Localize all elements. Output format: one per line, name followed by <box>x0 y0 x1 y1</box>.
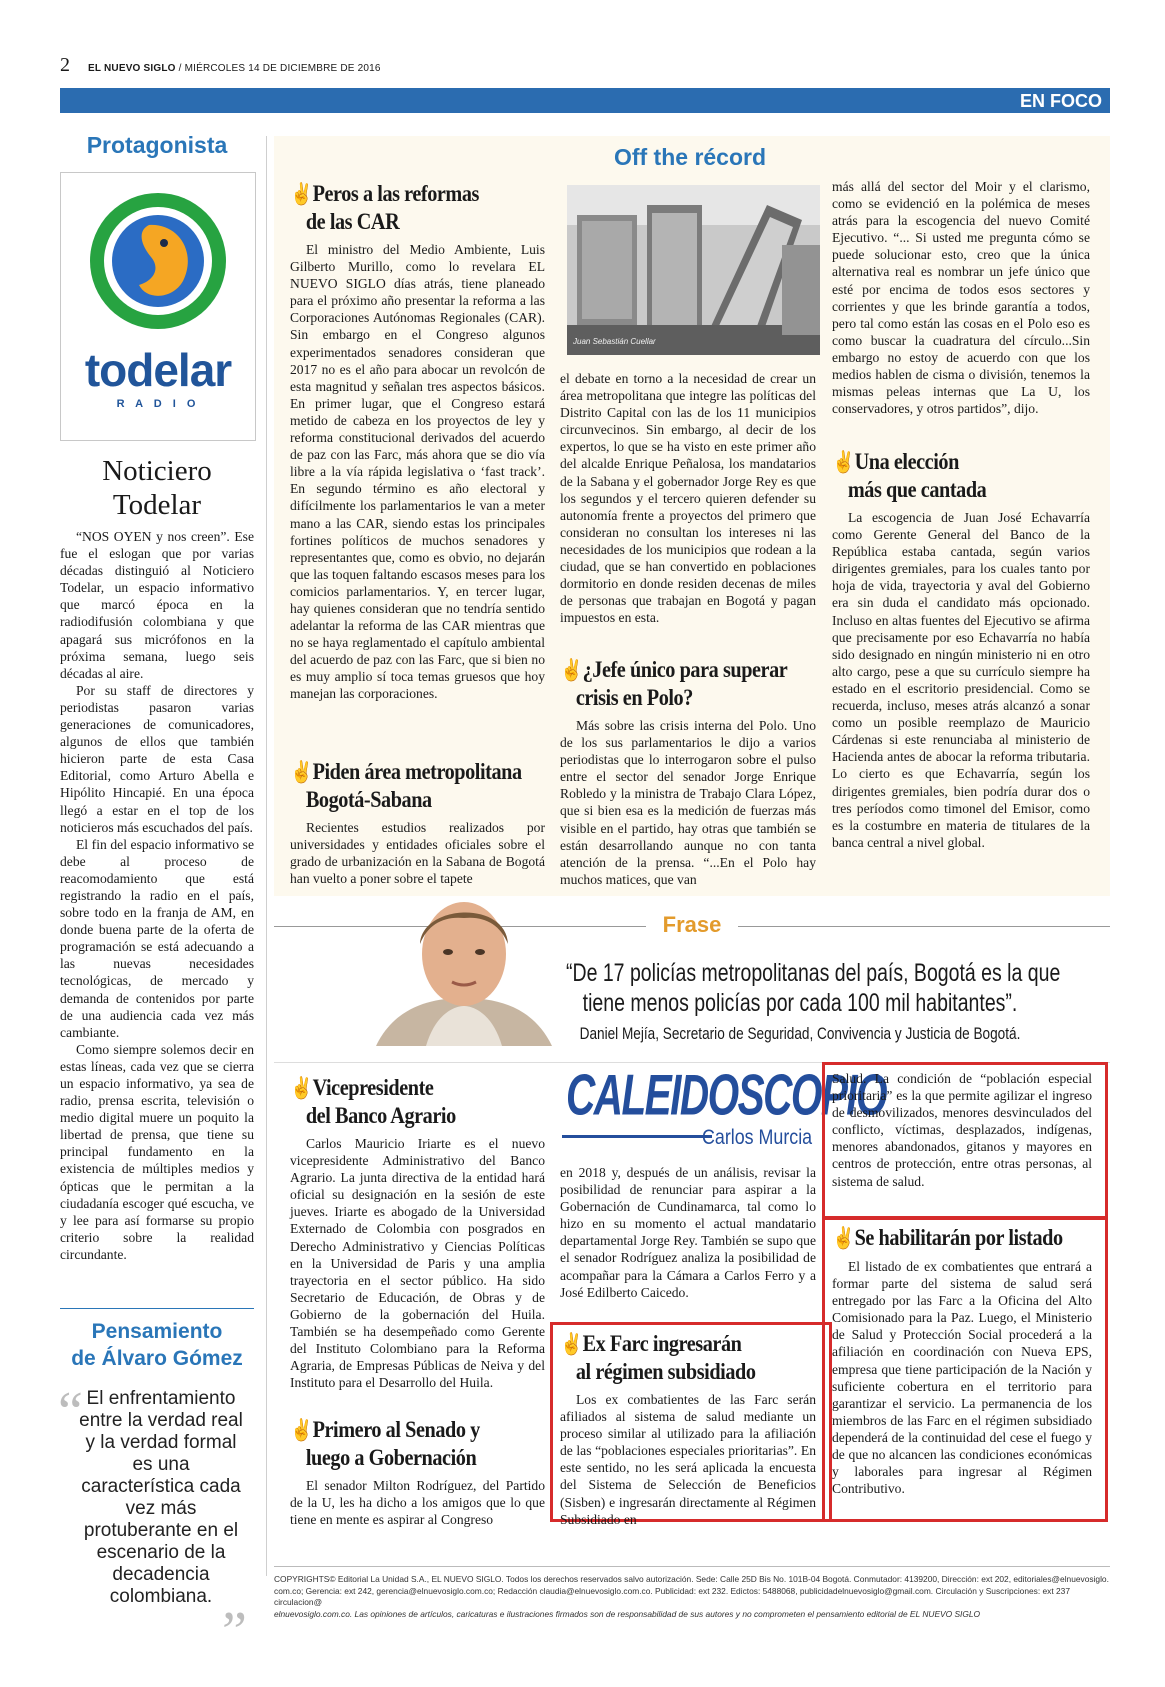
article-body: en 2018 y, después de un análisis, revisar la posibilidad de renunciar para aspirar a la Gobernación de Cundinamarca, tal como lo hizo en su momento el actual mandatario departamental Jorge Rey. También se supo que el senador Rodríguez analiza la posibilidad de acompañar para la Cámara a Carlos Ferro y a José Edilberto Caicedo. <box>560 1165 816 1300</box>
victory-hand-icon: ✌ <box>560 658 583 682</box>
open-quote-icon: “ <box>58 1381 83 1443</box>
article-senado <box>290 1412 545 1528</box>
page-header <box>60 54 1110 78</box>
headline: ✌¿Jefe único para superar crisis en Polo? <box>560 657 788 710</box>
paragraph: El fin del espacio informativo se debe al proceso de reacomodamiento que está registrando la radio en el país, sobre todo en la franja de AM, en donde buena parte de la oferta de programación se está adecuando a las nuevas necesidades tecnológicas, de mercado y demanda de contenidos por parte de una audiencia cada vez más cambiante. <box>60 836 254 1040</box>
paragraph: “NOS OYEN y nos creen”. Ese fue el eslogan que por varias décadas distinguió al Noticiero Todelar, un espacio informativo que marcó época en la radiodifusión colombiana y que apagará sus micrófonos en la próxima semana, luego seis décadas al aire. <box>60 529 254 681</box>
protagonista-title: Noticiero Todelar <box>102 455 212 521</box>
logo-wordmark: todelar <box>84 344 232 396</box>
article-body: el debate en torno a la necesidad de crear un área metropolitana que integre las políticas del Distrito Capital con las de los 11 municipios circunvecinos. Sin embargo, al decir de los expertos, lo que se ha visto en este primer año del alcalde Enrique Peñalosa, los mandatarios de la Sabana y el gobernador Jorge Rey es que los segundos y el tercero quieren defender su autonomía frente a proyectos del primero que consideran no consultan los intereses ni las necesidades de los municipios que rodean a la ciudad, que se han convertido en poblaciones dormitorio en donde residen decenas de miles de personas que trabajan en Bogotá y pagan impuestos en esta. <box>560 371 816 626</box>
article-body: Carlos Mauricio Iriarte es el nuevo vicepresidente Administrativo del Banco Agrario. La junta directiva de la entidad hará oficial su designación en la sesión de este jueves. Iriarte es abogado de la Universidad Externado de Colombia con posgrados en Derecho Administrativo y Ciencias Políticas en la Universidad de Paris y una amplia trayectoria en el sector público. Ha sido Secretario de Educación, de Obras y de Gobierno de la gobernación del Huila. También se ha desempeñado como Gerente del Instituto Colombiano para la Reforma Agraria, de Empresas Públicas de Neiva y del Instituto para el Desarrollo del Huila. <box>290 1136 545 1391</box>
frase-rule-right <box>738 926 1110 927</box>
article-body: Los ex combatientes de las Farc serán afiliados al sistema de salud mediante un proceso similar al utilizado para la afiliación de las “poblaciones especiales prioritarias”. En este sentido, no les será aplicada la encuesta del Sistema de Selección de Beneficios (Sisben) e ingresarán directamente al Régimen Subsidiado en <box>560 1392 816 1527</box>
victory-hand-icon: ✌ <box>560 1332 583 1356</box>
victory-hand-icon: ✌ <box>290 182 313 206</box>
victory-hand-icon: ✌ <box>832 450 855 474</box>
article-jefe-cont <box>832 178 1090 417</box>
section-bar <box>60 88 1110 113</box>
victory-hand-icon: ✌ <box>832 1226 855 1250</box>
off-record-label: Off the récord <box>613 144 767 170</box>
article-body: El ministro del Medio Ambiente, Luis Gilberto Murillo, como lo revelara EL NUEVO SIGLO días atrás, tiene planeado para el próximo año presentar la reforma a las Corporaciones Autónomas Regionales (CAR). Sin embargo en el Congreso algunos experimentados senadores consideran que 2017 no es el año para abocar un revolcón de esta magnitud y señalan tres aspectos básicos. En primer lugar, que el Congreso estará metido de cabeza en los proyectos de ley y reforma constitucional derivados del acuerdo de paz con las Farc, más ahora que se dio vía libre a la vía rápida legislativa o ‘fast track’. En segundo término es año electoral y difícilmente los parlamentarios le van a meter mano a las CAR, siendo estas los principales fortines políticos de muchos senadores y representantes que, como es obvio, no dejarán que las toquen faltando escasos meses para los comicios parlamentarios. Y, en tercer lugar, hay quienes consideran que no tendría sentido adelantar la reforma de las CAR mientras que no se haya reglamentado el capítulo ambiental del acuerdo de paz con las Farc, que si bien no es muy amplio sí toca temas gruesos que hoy manejan las corporaciones. <box>290 242 545 702</box>
article-listado <box>832 1220 1092 1497</box>
section-title: EN FOCO <box>1019 91 1102 111</box>
victory-hand-icon: ✌ <box>290 1418 313 1442</box>
article-vice <box>290 1070 545 1391</box>
logo-subtext: R A D I O <box>116 398 200 410</box>
article-peros <box>290 176 545 703</box>
article-body: La escogencia de Juan José Echavarría como Gerente General del Banco de la República estaba cantada, según varios dirigentes gremiales, para los cuales tanto por hoja de vida, trayectoria y aval del Gobierno era sin duda el candidato más opcionado. Incluso en altas fuentes del Ejecutivo se afirma que precisamente por eso Echavarría no había sido designado en ningún ministerio ni en otro alto cargo, pese a que su currículo siempre ha estado en el escritorio presidencial. Como se recuerda, incluso, meses atrás alcanzó a sonar como un posible reemplazo de Mauricio Cárdenas si este renunciaba al ministerio de Hacienda antes de abocar la reforma tributaria. Lo cierto es que Echavarría, según los dirigentes gremiales, bien podría durar dos o tres períodos como timonel del Emisor, como es la costumbre en materia de titulares de la banca central a nivel global. <box>832 510 1090 850</box>
todelar-logo <box>60 172 256 441</box>
article-eleccion <box>832 444 1090 851</box>
headline: ✌Piden área metropolitana Bogotá-Sabana <box>290 759 522 812</box>
city-photo <box>567 185 820 355</box>
article-body: El senador Milton Rodríguez, del Partido de la U, les ha dicho a los amigos que lo que tiene en mente es aspirar al Congreso <box>290 1478 545 1528</box>
paragraph: Como siempre solemos decir en estas líneas, cada vez que se cierra un espacio informativo, ya sea de radio, prensa escrita, televisión o medio digital muere un poquito la libertad de prensa, que tiene su principal fundamento en la existencia de múltiples medios y ópticas que le permitan a la ciudadanía escoger qué escucha, ve y lee para así formarse su propio criterio sobre la realidad circundante. <box>60 1041 254 1262</box>
article-body: Recientes estudios realizados por universidades y entidades oficiales sobre el grado de urbanización en la Sabana de Bogotá han vuelto a poner sobre el tapete <box>290 820 545 887</box>
headline: ✌Una elección más que cantada <box>832 449 987 502</box>
issue-date: / MIÉRCOLES 14 DE DICIEMBRE DE 2016 <box>175 63 381 74</box>
caleidoscopio-rule <box>562 1135 712 1138</box>
divider <box>274 1566 1110 1567</box>
protagonista-label: Protagonista <box>86 132 228 158</box>
bogota-buildings-image <box>567 185 820 355</box>
copyright-footer: COPYRIGHTS© Editorial La Unidad S.A., EL NUEVO SIGLO. Todos los derechos reservados salvo autorización. Sede: Calle 25D Bis No. 101B-04 Bogotá. Conmutador: 4139200, Dirección: ext 202, editoriales@elnuevosiglo. com.co; Gerencia: ext 242, gerencia@elnuevosiglo.com.co; Redacción claudia@elnuevosiglo.com.co. Publicidad: ext 232. Edictos: 5488068, publicidadelnuevosiglo@gmail.com. Circulación y Suscripciones: ext 237 circulacion@ elnuevosiglo.com.co. Las opiniones de artículos, caricaturas e ilustraciones firmados son de responsabilidad de sus autores y no comprometen el pensamiento editorial de EL NUEVO SIGLO <box>274 1574 1109 1619</box>
divider <box>60 1308 254 1309</box>
paper-name: EL NUEVO SIGLO <box>88 63 176 74</box>
article-exfarc <box>560 1326 816 1528</box>
close-quote-icon: ” <box>222 1601 247 1663</box>
article-body: Más sobre las crisis interna del Polo. Uno de los sus parlamentarios le dijo a varios periodistas que lo interrogaron sobre el pulso entre el sector del senador Jorge Enrique Robledo y la ministra de Trabajo Clara López, que si bien esa es la medición de fuerzas más visible en el partido, hay otras que también se están desarrollando aunque no con tanta atención de la prensa. “...En el Polo hay muchos matices, que van <box>560 718 816 887</box>
page-number: 2 <box>60 54 70 76</box>
frase-author: Daniel Mejía, Secretario de Seguridad, Convivencia y Justicia de Bogotá. <box>579 1024 1021 1043</box>
protagonista-body <box>60 528 254 1263</box>
frase-label: Frase <box>662 912 722 937</box>
pensamiento-label: Pensamiento de Álvaro Gómez <box>71 1320 243 1370</box>
frase-quote: “De 17 policías metropolitanas del país, Bogotá es la que tiene menos policías por cada 100 mil habitantes”. <box>566 959 1061 1017</box>
portrait-image <box>366 894 562 1046</box>
headline: ✌Ex Farc ingresarán al régimen subsidiado <box>560 1331 756 1384</box>
article-jefe <box>560 652 816 888</box>
article-piden-cont <box>560 370 816 626</box>
article-senado-cont <box>560 1164 816 1301</box>
article-piden <box>290 754 545 887</box>
photo-credit: Juan Sebastián Cuellar <box>573 337 656 346</box>
headline: ✌Peros a las reformas de las CAR <box>290 181 479 234</box>
caleidoscopio-title: CALEIDOSCOPIO <box>566 1064 887 1128</box>
caleidoscopio-author: Carlos Murcia <box>702 1126 813 1149</box>
speaker-portrait <box>366 894 562 1046</box>
column-divider <box>266 136 267 1576</box>
headline: ✌Vicepresidente del Banco Agrario <box>290 1075 456 1128</box>
paragraph: Por su staff de directores y periodistas pasaron varias generaciones de comunicadores, algunos de ellos que también hicieron parte de esta Casa Editorial, como Arturo Abella e Hipólito Hincapié. En una época llegó a estar en el top de los noticieros más escuchados del país. <box>60 682 254 835</box>
article-body: Salud. La condición de “población especial prioritaria” es la que permite agilizar el ingreso de desmovilizados, menores desvinculados del conflicto, víctimas, desplazados, indígenas, menores abandonados, gitanos y mayores en centros de protección, entre otras personas, al sistema de salud. <box>832 1071 1092 1189</box>
headline: ✌Primero al Senado y luego a Gobernación <box>290 1417 480 1470</box>
victory-hand-icon: ✌ <box>290 1076 313 1100</box>
article-exfarc-cont <box>832 1070 1092 1190</box>
victory-hand-icon: ✌ <box>290 760 313 784</box>
article-body: El listado de ex combatientes que entrará a formar parte del sistema de salud será entregado por las Farc a la Oficina del Alto Comisionado para la Paz. Luego, el Ministerio de Salud y Protección Social procederá a la afiliación en coordinación con Nueva EPS, empresa que tiene participación de la Nación y suficiente cobertura en el territorio para garantizar el servicio. La permanencia de los miembros de las Farc en el régimen subsidiado dependerá de la continuidad del cese el fuego y de que no alcancen las condiciones económicas y laborales para ingresar al Régimen Contributivo. <box>832 1259 1092 1497</box>
article-body: más allá del sector del Moir y el clarismo, como se evidenció en la polémica de meses atrás para la escogencia del nuevo Comité Ejecutivo. “... Si usted me pregunta cómo se puede solucionar esto, creo que la única alternativa real es nombrar un jefe único que esté por encima de todos esos sectores y corrientes y que les brinde garantía a todos, pero tal como están las cosas en el Polo eso es como buscar la cuadratura del círculo...Sin embargo no estoy de acuerdo con que los medios hablen de cisma o división, tenemos la mismas peleas internas que La U, los conservadores, y otros partidos”, dijo. <box>832 179 1090 417</box>
pensamiento-quote: El enfrentamiento entre la verdad real y la verdad formal es una característica cada vez más protuberante en el escenario de la decadencia colombiana. <box>79 1388 243 1607</box>
headline: ✌Se habilitarán por listado <box>832 1225 1063 1250</box>
